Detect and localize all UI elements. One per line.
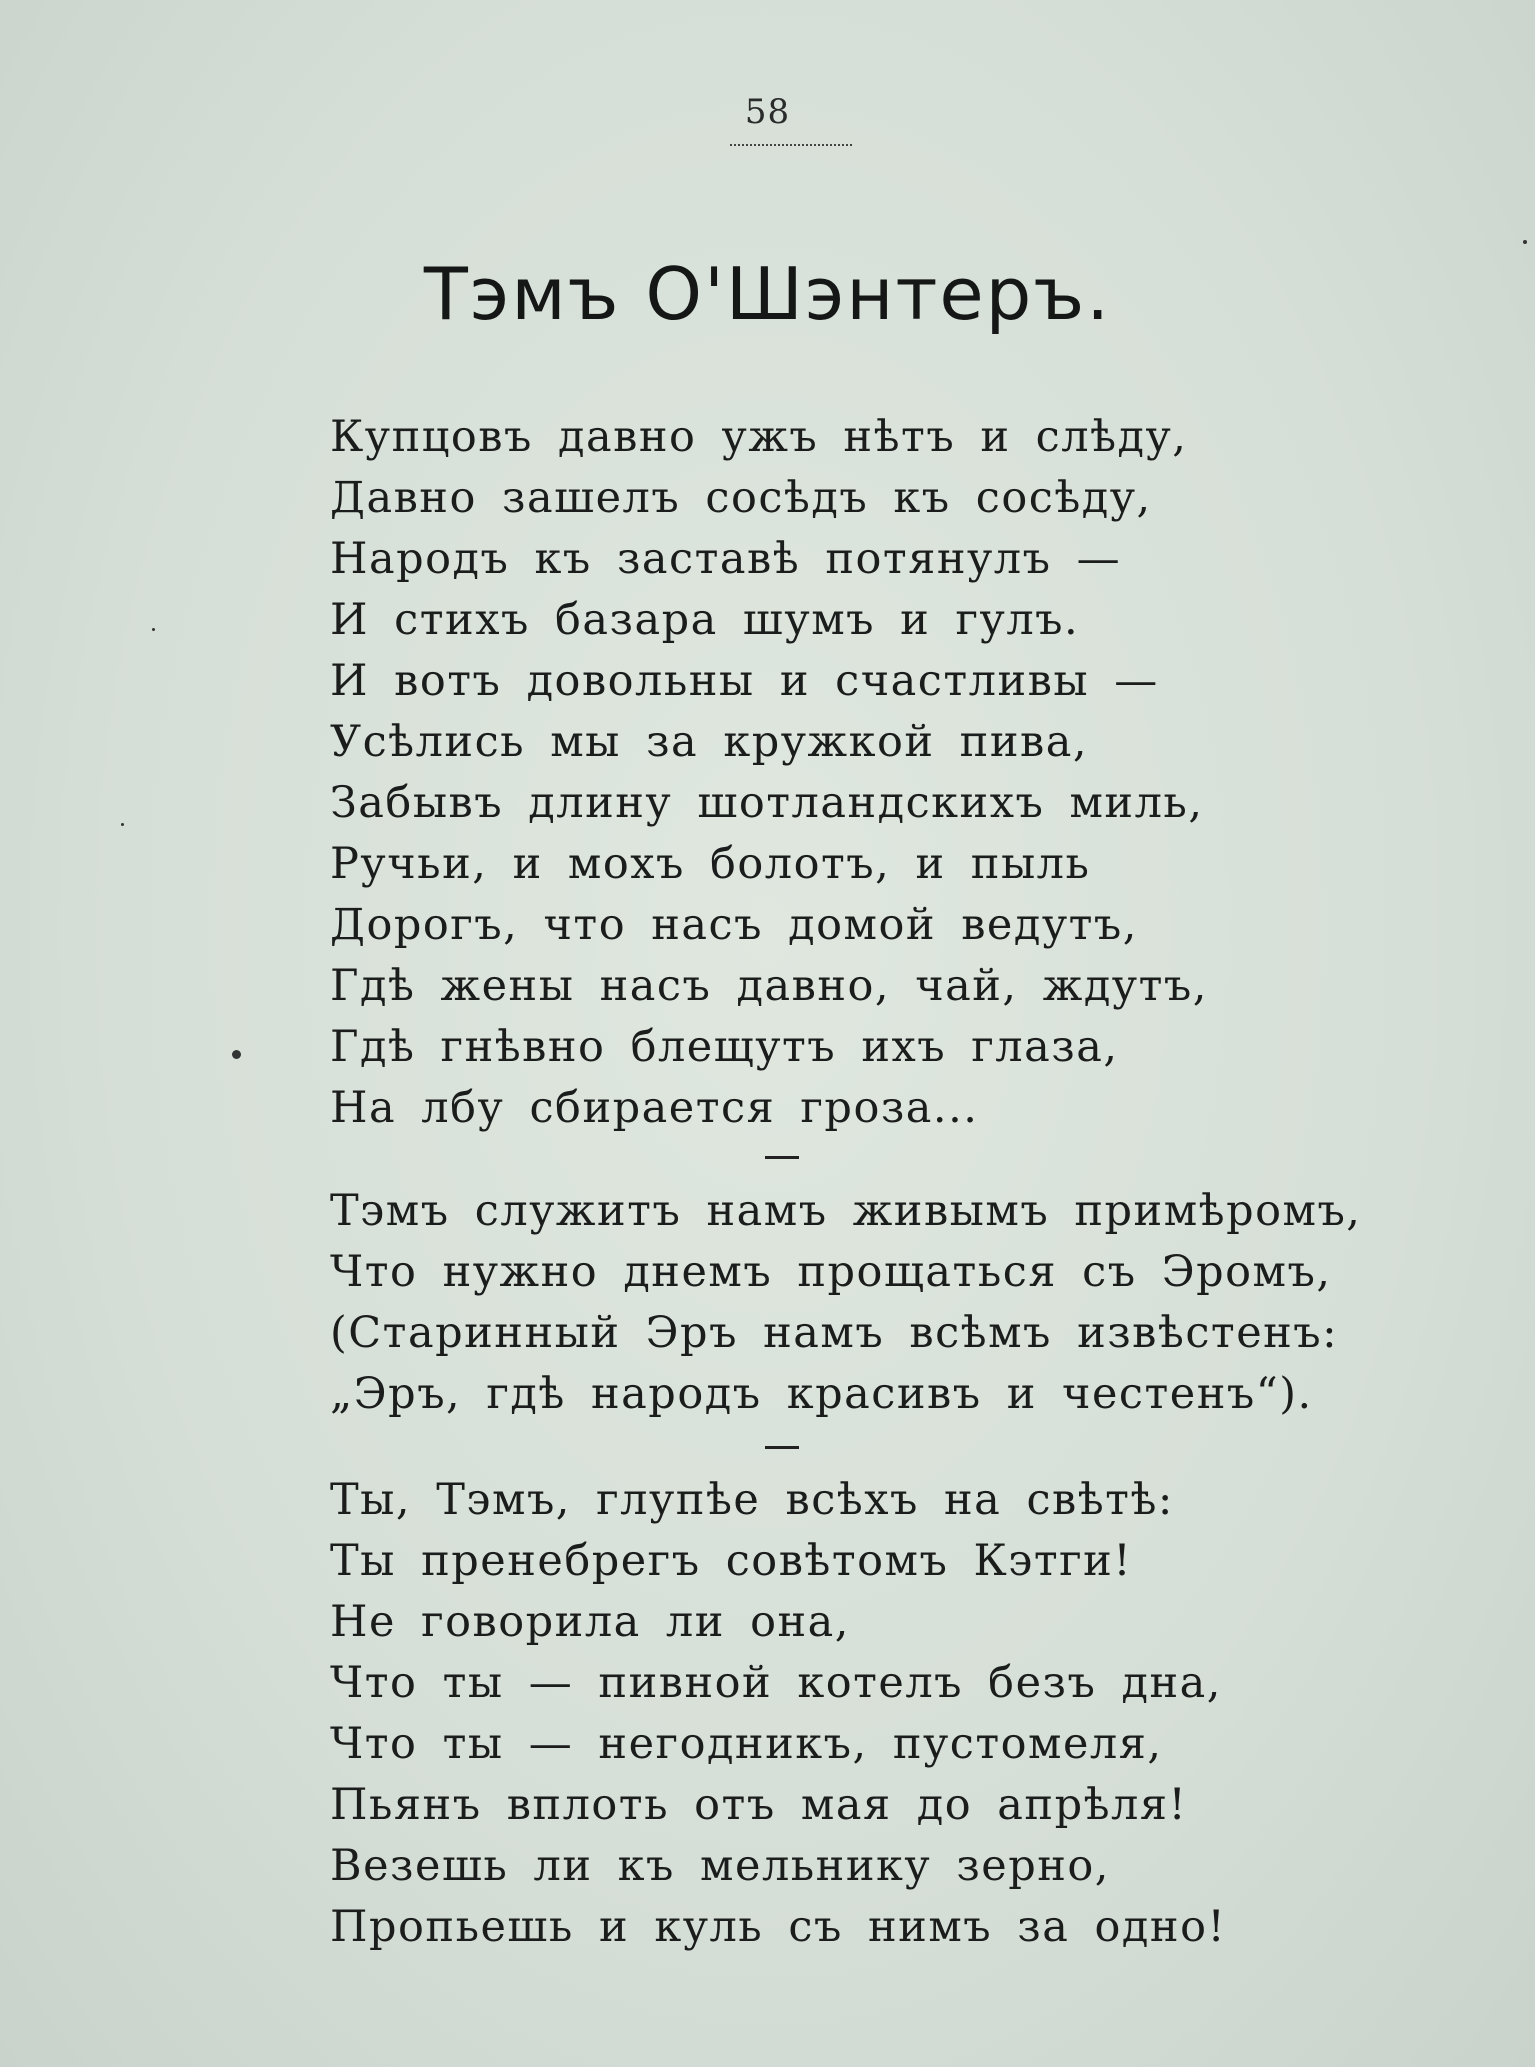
poem-line: И вотъ довольны и счастливы — (330, 656, 1159, 706)
paper-speck (1523, 240, 1527, 244)
poem-line: Пропьешь и куль съ нимъ за одно! (330, 1902, 1227, 1952)
poem-line: И стихъ базара шумъ и гулъ. (330, 595, 1080, 645)
poem-line: Везешь ли къ мельнику зерно, (330, 1841, 1110, 1891)
stanza (330, 1470, 1226, 1958)
paper-speck (152, 628, 155, 631)
poem-line: Пьянъ вплоть отъ мая до апрѣля! (330, 1780, 1188, 1830)
stanza (330, 1181, 1361, 1425)
poem-line: Гдѣ жены насъ давно, чай, ждутъ, (330, 961, 1208, 1011)
poem-line: Дорогъ, что насъ домой ведутъ, (330, 900, 1138, 950)
poem-line: На лбу сбирается гроза... (330, 1083, 979, 1133)
page-number: 58 (744, 92, 791, 132)
poem-line: Давно зашелъ сосѣдъ къ сосѣду, (330, 473, 1152, 523)
stanza-separator (765, 1156, 799, 1159)
paper-speck (121, 823, 124, 826)
poem-line: Народъ къ заставѣ потянулъ — (330, 534, 1122, 584)
poem-line: Ручьи, и мохъ болотъ, и пыль (330, 839, 1091, 889)
poem-line: Не говорила ли она, (330, 1597, 850, 1647)
paper-speck (232, 1050, 241, 1059)
stanza (330, 407, 1208, 1139)
poem-line: Что ты — пивной котелъ безъ дна, (330, 1658, 1222, 1708)
poem-line: Купцовъ давно ужъ нѣтъ и слѣду, (330, 412, 1188, 462)
poem-line: Ты пренебрегъ совѣтомъ Кэтги! (330, 1536, 1133, 1586)
poem-line: Ты, Тэмъ, глупѣе всѣхъ на свѣтѣ: (330, 1475, 1174, 1525)
poem-line: Гдѣ гнѣвно блещутъ ихъ глаза, (330, 1022, 1119, 1072)
poem-line: Усѣлись мы за кружкой пива, (330, 717, 1089, 767)
poem-line: Забывъ длину шотландскихъ миль, (330, 778, 1204, 828)
poem-line: (Старинный Эръ намъ всѣмъ извѣстенъ: (330, 1308, 1339, 1358)
stanza-separator (765, 1446, 799, 1449)
page-number-rule (730, 144, 852, 146)
poem-title: Тэмъ О'Шэнтеръ. (423, 252, 1112, 336)
poem-line: Что ты — негодникъ, пустомеля, (330, 1719, 1163, 1769)
poem-line: Тэмъ служитъ намъ живымъ примѣромъ, (330, 1186, 1362, 1236)
poem-line: Что нужно днемъ прощаться съ Эромъ, (330, 1247, 1332, 1297)
poem-line: „Эръ, гдѣ народъ красивъ и честенъ“). (330, 1369, 1313, 1419)
